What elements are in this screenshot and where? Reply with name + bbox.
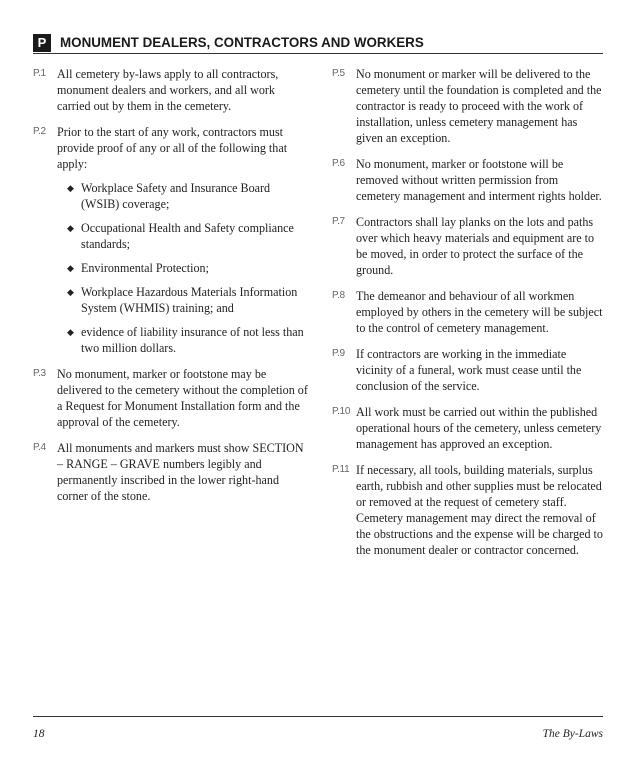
bylaw-number: P.4 <box>33 442 46 453</box>
bylaw-number: P.5 <box>332 68 345 79</box>
bylaw-text: Contractors shall lay planks on the lots and paths over which heavy materials and equipment are to be moved, in order to protect the surface of the ground. <box>356 215 595 277</box>
bylaw-item-p9 <box>332 346 604 394</box>
requirements-list <box>57 180 309 356</box>
bylaw-number: P.10 <box>332 406 351 417</box>
bylaw-text: All monuments and markers must show SECTION – RANGE – GRAVE numbers legibly and permanently inscribed in the lower right-hand corner of the stone. <box>57 441 304 503</box>
bylaw-text: If necessary, all tools, building materials, surplus earth, rubbish and other supplies must be relocated or removed at the request of cemetery staff. Cemetery management may direct the removal of the obstructions and the expense will be charged to the monument dealer or contractor concerned. <box>356 463 603 557</box>
bylaw-item-p2 <box>33 124 309 356</box>
list-item: ◆ evidence of liability insurance of not less than two million dollars. <box>67 325 304 355</box>
page-number: 18 <box>33 728 45 740</box>
bylaw-item-p3 <box>33 366 309 430</box>
bylaw-number: P.8 <box>332 290 345 301</box>
bylaw-number: P.7 <box>332 216 345 227</box>
bylaw-item-p4 <box>33 440 309 504</box>
bylaw-text: If contractors are working in the immediate vicinity of a funeral, work must cease until the conclusion of the service. <box>356 347 582 393</box>
header-divider <box>33 53 603 54</box>
bylaw-item-p10 <box>332 404 604 452</box>
section-title: MONUMENT DEALERS, CONTRACTORS AND WORKERS <box>60 35 424 50</box>
bylaw-item-p8 <box>332 288 604 336</box>
list-item: ◆ Environmental Protection; <box>67 261 209 275</box>
bylaw-number: P.1 <box>33 68 46 79</box>
bylaw-item-p1 <box>33 66 309 114</box>
bylaw-number: P.2 <box>33 126 46 137</box>
section-header <box>33 34 603 52</box>
bylaw-text: No monument or marker will be delivered to the cemetery until the foundation is completed and the contractor is ready to proceed with the work of installation, unless cemetery management has given an exception. <box>356 67 602 145</box>
bylaw-text: All cemetery by-laws apply to all contractors, monument dealers and workers, and all work carried out by them in the cemetery. <box>57 67 279 113</box>
bylaw-number: P.11 <box>332 464 350 475</box>
section-letter-badge: P <box>33 34 51 52</box>
bylaw-text: No monument, marker or footstone will be removed without written permission from cemetery management and interment rights holder. <box>356 157 602 203</box>
bylaw-text: All work must be carried out within the published operational hours of the cemetery, unless cemetery management has approved an exception. <box>356 405 602 451</box>
bylaw-text: The demeanor and behaviour of all workmen employed by others in the cemetery will be subject to the control of cemetery management. <box>356 289 603 335</box>
bylaw-item-p6 <box>332 156 604 204</box>
left-column <box>33 66 309 514</box>
list-item: ◆ Workplace Hazardous Materials Information System (WHMIS) training; and <box>67 285 298 315</box>
bylaw-number: P.6 <box>332 158 345 169</box>
bylaw-item-p11 <box>332 462 604 558</box>
list-item: ◆ Workplace Safety and Insurance Board (WSIB) coverage; <box>67 181 271 211</box>
bylaw-number: P.9 <box>332 348 345 359</box>
bylaw-number: P.3 <box>33 368 46 379</box>
document-title: The By-Laws <box>542 728 603 740</box>
bylaw-item-p7 <box>332 214 604 278</box>
diamond-bullet-icon: ◆ <box>67 327 74 337</box>
right-column <box>332 66 604 568</box>
diamond-bullet-icon: ◆ <box>67 223 74 233</box>
diamond-bullet-icon: ◆ <box>67 263 74 273</box>
bylaw-text: Prior to the start of any work, contractors must provide proof of any or all of the following that apply: <box>57 125 288 171</box>
bylaw-item-p5 <box>332 66 604 146</box>
bylaw-text: No monument, marker or footstone may be delivered to the cemetery without the completion of a Request for Monument Installation form and the approval of the cemetery. <box>57 367 308 429</box>
list-item: ◆ Occupational Health and Safety compliance standards; <box>67 221 294 251</box>
diamond-bullet-icon: ◆ <box>67 287 74 297</box>
footer-divider <box>33 716 603 717</box>
diamond-bullet-icon: ◆ <box>67 183 74 193</box>
